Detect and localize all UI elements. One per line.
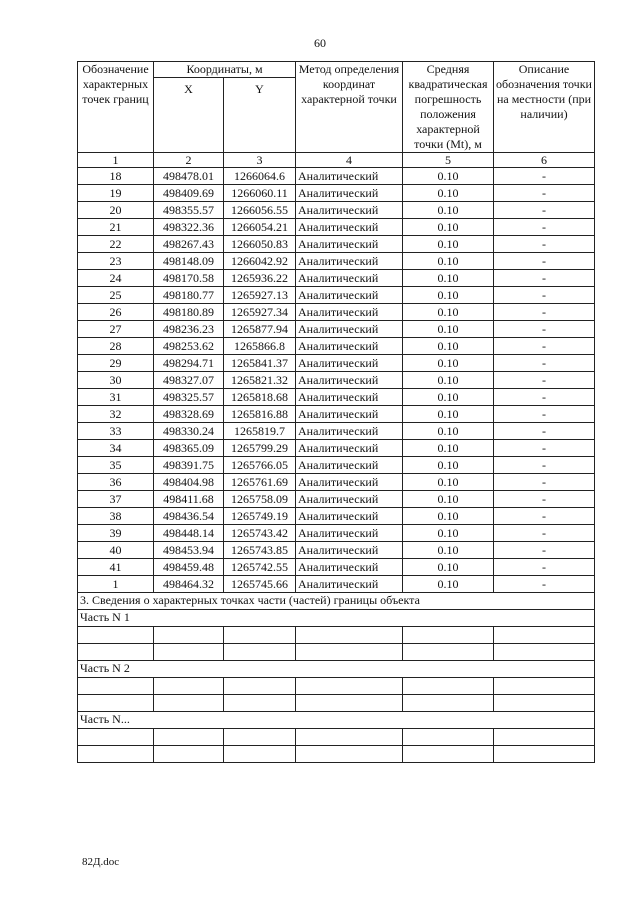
table-row <box>78 542 595 559</box>
empty-cell <box>296 678 403 695</box>
coord-x: 498267.43 <box>154 236 224 253</box>
empty-cell <box>154 644 224 661</box>
description: - <box>494 423 595 440</box>
section-3-title-row <box>78 593 595 610</box>
method: Аналитический <box>296 389 403 406</box>
description: - <box>494 168 595 185</box>
description: - <box>494 304 595 321</box>
mean-error: 0.10 <box>403 440 494 457</box>
coord-x: 498294.71 <box>154 355 224 372</box>
method: Аналитический <box>296 304 403 321</box>
table-row <box>78 236 595 253</box>
method: Аналитический <box>296 219 403 236</box>
point-number: 29 <box>78 355 154 372</box>
coord-y: 1265841.37 <box>224 355 296 372</box>
mean-error: 0.10 <box>403 168 494 185</box>
coord-y: 1266056.55 <box>224 202 296 219</box>
mean-error: 0.10 <box>403 236 494 253</box>
table-row <box>78 321 595 338</box>
empty-cell <box>154 695 224 712</box>
column-number: 5 <box>403 153 494 168</box>
boundary-points-table <box>77 61 595 763</box>
description: - <box>494 576 595 593</box>
description: - <box>494 491 595 508</box>
empty-cell <box>494 627 595 644</box>
point-number: 38 <box>78 508 154 525</box>
coord-y: 1265799.29 <box>224 440 296 457</box>
method: Аналитический <box>296 474 403 491</box>
empty-row <box>78 678 595 695</box>
description: - <box>494 270 595 287</box>
method: Аналитический <box>296 525 403 542</box>
point-number: 39 <box>78 525 154 542</box>
description: - <box>494 559 595 576</box>
mean-error: 0.10 <box>403 508 494 525</box>
point-number: 34 <box>78 440 154 457</box>
description: - <box>494 372 595 389</box>
part-label: Часть N 1 <box>78 610 595 627</box>
table-row <box>78 338 595 355</box>
mean-error: 0.10 <box>403 219 494 236</box>
column-number-row <box>78 153 595 168</box>
point-number: 22 <box>78 236 154 253</box>
description: - <box>494 219 595 236</box>
mean-error: 0.10 <box>403 338 494 355</box>
coord-x: 498148.09 <box>154 253 224 270</box>
table-row <box>78 440 595 457</box>
coord-x: 498355.57 <box>154 202 224 219</box>
coord-x: 498436.54 <box>154 508 224 525</box>
empty-cell <box>154 729 224 746</box>
part-label: Часть N 2 <box>78 661 595 678</box>
coord-y: 1265927.13 <box>224 287 296 304</box>
point-number: 32 <box>78 406 154 423</box>
coord-x: 498391.75 <box>154 457 224 474</box>
empty-cell <box>224 627 296 644</box>
method: Аналитический <box>296 236 403 253</box>
description: - <box>494 321 595 338</box>
part-label-row <box>78 610 595 627</box>
empty-cell <box>154 678 224 695</box>
page-number: 60 <box>314 36 326 50</box>
method: Аналитический <box>296 185 403 202</box>
empty-cell <box>224 695 296 712</box>
point-number: 24 <box>78 270 154 287</box>
coord-y: 1265866.8 <box>224 338 296 355</box>
empty-row <box>78 695 595 712</box>
mean-error: 0.10 <box>403 253 494 270</box>
point-number: 28 <box>78 338 154 355</box>
mean-error: 0.10 <box>403 287 494 304</box>
coord-x: 498253.62 <box>154 338 224 355</box>
coord-y: 1265816.88 <box>224 406 296 423</box>
empty-cell <box>494 644 595 661</box>
empty-cell <box>154 627 224 644</box>
mean-error: 0.10 <box>403 491 494 508</box>
coord-y: 1265761.69 <box>224 474 296 491</box>
coord-x: 498322.36 <box>154 219 224 236</box>
header-error: Средняя квадратическая погрешность положения характерной точки (Mt), м <box>403 62 494 153</box>
point-number: 37 <box>78 491 154 508</box>
header-y: Y <box>224 77 296 152</box>
table-row <box>78 508 595 525</box>
empty-cell <box>78 644 154 661</box>
empty-cell <box>296 644 403 661</box>
table-row <box>78 168 595 185</box>
coord-y: 1265743.42 <box>224 525 296 542</box>
empty-cell <box>78 746 154 763</box>
table-row <box>78 355 595 372</box>
coord-x: 498170.58 <box>154 270 224 287</box>
point-number: 1 <box>78 576 154 593</box>
empty-cell <box>494 729 595 746</box>
point-number: 23 <box>78 253 154 270</box>
table-row <box>78 253 595 270</box>
empty-cell <box>78 627 154 644</box>
table-row <box>78 491 595 508</box>
point-number: 27 <box>78 321 154 338</box>
table-row <box>78 185 595 202</box>
coord-y: 1265877.94 <box>224 321 296 338</box>
point-number: 35 <box>78 457 154 474</box>
coord-x: 498453.94 <box>154 542 224 559</box>
header-point-designation: Обозначение характерных точек границ <box>78 62 154 153</box>
table-row <box>78 270 595 287</box>
empty-cell <box>494 678 595 695</box>
coord-y: 1266050.83 <box>224 236 296 253</box>
empty-cell <box>403 695 494 712</box>
point-number: 20 <box>78 202 154 219</box>
method: Аналитический <box>296 202 403 219</box>
point-number: 21 <box>78 219 154 236</box>
table-row <box>78 219 595 236</box>
description: - <box>494 525 595 542</box>
description: - <box>494 457 595 474</box>
coord-y: 1265818.68 <box>224 389 296 406</box>
empty-row <box>78 729 595 746</box>
footer-filename: 82Д.doc <box>82 856 120 868</box>
method: Аналитический <box>296 508 403 525</box>
method: Аналитический <box>296 559 403 576</box>
empty-row <box>78 746 595 763</box>
table-row <box>78 372 595 389</box>
column-number: 6 <box>494 153 595 168</box>
empty-cell <box>296 627 403 644</box>
method: Аналитический <box>296 406 403 423</box>
mean-error: 0.10 <box>403 321 494 338</box>
coord-y: 1265927.34 <box>224 304 296 321</box>
coord-x: 498464.32 <box>154 576 224 593</box>
part-label-row <box>78 661 595 678</box>
point-number: 18 <box>78 168 154 185</box>
mean-error: 0.10 <box>403 542 494 559</box>
table-row <box>78 576 595 593</box>
header-x: X <box>154 77 224 152</box>
method: Аналитический <box>296 423 403 440</box>
empty-cell <box>78 695 154 712</box>
description: - <box>494 185 595 202</box>
coord-x: 498459.48 <box>154 559 224 576</box>
description: - <box>494 202 595 219</box>
coord-x: 498448.14 <box>154 525 224 542</box>
mean-error: 0.10 <box>403 559 494 576</box>
method: Аналитический <box>296 270 403 287</box>
table-row <box>78 559 595 576</box>
coord-y: 1266054.21 <box>224 219 296 236</box>
column-number: 3 <box>224 153 296 168</box>
method: Аналитический <box>296 355 403 372</box>
table-row <box>78 525 595 542</box>
header-description: Описание обозначения точки на местности (при наличии) <box>494 62 595 153</box>
coord-x: 498365.09 <box>154 440 224 457</box>
empty-cell <box>224 644 296 661</box>
point-number: 36 <box>78 474 154 491</box>
coord-x: 498404.98 <box>154 474 224 491</box>
table-row <box>78 406 595 423</box>
coord-x: 498328.69 <box>154 406 224 423</box>
point-number: 31 <box>78 389 154 406</box>
mean-error: 0.10 <box>403 202 494 219</box>
description: - <box>494 236 595 253</box>
empty-cell <box>403 627 494 644</box>
coord-y: 1266042.92 <box>224 253 296 270</box>
mean-error: 0.10 <box>403 423 494 440</box>
empty-cell <box>224 729 296 746</box>
empty-row <box>78 627 595 644</box>
coord-x: 498409.69 <box>154 185 224 202</box>
section-3-title: 3. Сведения о характерных точках части (частей) границы объекта <box>78 593 595 610</box>
description: - <box>494 338 595 355</box>
coord-x: 498330.24 <box>154 423 224 440</box>
method: Аналитический <box>296 168 403 185</box>
description: - <box>494 287 595 304</box>
empty-cell <box>494 746 595 763</box>
empty-cell <box>403 678 494 695</box>
column-number: 1 <box>78 153 154 168</box>
empty-cell <box>403 746 494 763</box>
table-row <box>78 389 595 406</box>
coord-x: 498180.89 <box>154 304 224 321</box>
mean-error: 0.10 <box>403 457 494 474</box>
coord-x: 498327.07 <box>154 372 224 389</box>
coord-y: 1265758.09 <box>224 491 296 508</box>
mean-error: 0.10 <box>403 304 494 321</box>
coord-y: 1266064.6 <box>224 168 296 185</box>
point-number: 30 <box>78 372 154 389</box>
empty-cell <box>154 746 224 763</box>
mean-error: 0.10 <box>403 474 494 491</box>
method: Аналитический <box>296 542 403 559</box>
description: - <box>494 542 595 559</box>
mean-error: 0.10 <box>403 185 494 202</box>
mean-error: 0.10 <box>403 372 494 389</box>
coord-y: 1266060.11 <box>224 185 296 202</box>
coord-x: 498325.57 <box>154 389 224 406</box>
description: - <box>494 508 595 525</box>
coord-y: 1265745.66 <box>224 576 296 593</box>
coord-y: 1265819.7 <box>224 423 296 440</box>
coord-x: 498478.01 <box>154 168 224 185</box>
coord-y: 1265743.85 <box>224 542 296 559</box>
description: - <box>494 355 595 372</box>
empty-cell <box>403 644 494 661</box>
coord-y: 1265742.55 <box>224 559 296 576</box>
point-number: 33 <box>78 423 154 440</box>
part-label: Часть N... <box>78 712 595 729</box>
empty-cell <box>78 729 154 746</box>
mean-error: 0.10 <box>403 525 494 542</box>
coord-x: 498236.23 <box>154 321 224 338</box>
point-number: 19 <box>78 185 154 202</box>
mean-error: 0.10 <box>403 389 494 406</box>
empty-cell <box>494 695 595 712</box>
empty-cell <box>296 695 403 712</box>
coord-x: 498411.68 <box>154 491 224 508</box>
empty-row <box>78 644 595 661</box>
empty-cell <box>224 746 296 763</box>
table-row <box>78 287 595 304</box>
empty-cell <box>403 729 494 746</box>
description: - <box>494 406 595 423</box>
mean-error: 0.10 <box>403 270 494 287</box>
empty-cell <box>224 678 296 695</box>
table-row <box>78 304 595 321</box>
method: Аналитический <box>296 576 403 593</box>
table-row <box>78 423 595 440</box>
method: Аналитический <box>296 287 403 304</box>
method: Аналитический <box>296 321 403 338</box>
point-number: 26 <box>78 304 154 321</box>
mean-error: 0.10 <box>403 406 494 423</box>
empty-cell <box>296 746 403 763</box>
coord-y: 1265749.19 <box>224 508 296 525</box>
point-number: 25 <box>78 287 154 304</box>
description: - <box>494 389 595 406</box>
header-row-top <box>78 62 595 78</box>
table-row <box>78 474 595 491</box>
empty-cell <box>78 678 154 695</box>
header-method: Метод определения координат характерной точки <box>296 62 403 153</box>
method: Аналитический <box>296 491 403 508</box>
coord-y: 1265821.32 <box>224 372 296 389</box>
table-row <box>78 202 595 219</box>
mean-error: 0.10 <box>403 576 494 593</box>
method: Аналитический <box>296 457 403 474</box>
coord-x: 498180.77 <box>154 287 224 304</box>
method: Аналитический <box>296 253 403 270</box>
point-number: 41 <box>78 559 154 576</box>
column-number: 2 <box>154 153 224 168</box>
method: Аналитический <box>296 440 403 457</box>
coord-y: 1265766.05 <box>224 457 296 474</box>
mean-error: 0.10 <box>403 355 494 372</box>
empty-cell <box>296 729 403 746</box>
header-coordinates: Координаты, м <box>154 62 296 78</box>
method: Аналитический <box>296 338 403 355</box>
description: - <box>494 440 595 457</box>
part-label-row <box>78 712 595 729</box>
point-number: 40 <box>78 542 154 559</box>
description: - <box>494 474 595 491</box>
method: Аналитический <box>296 372 403 389</box>
coord-y: 1265936.22 <box>224 270 296 287</box>
table-row <box>78 457 595 474</box>
column-number: 4 <box>296 153 403 168</box>
description: - <box>494 253 595 270</box>
